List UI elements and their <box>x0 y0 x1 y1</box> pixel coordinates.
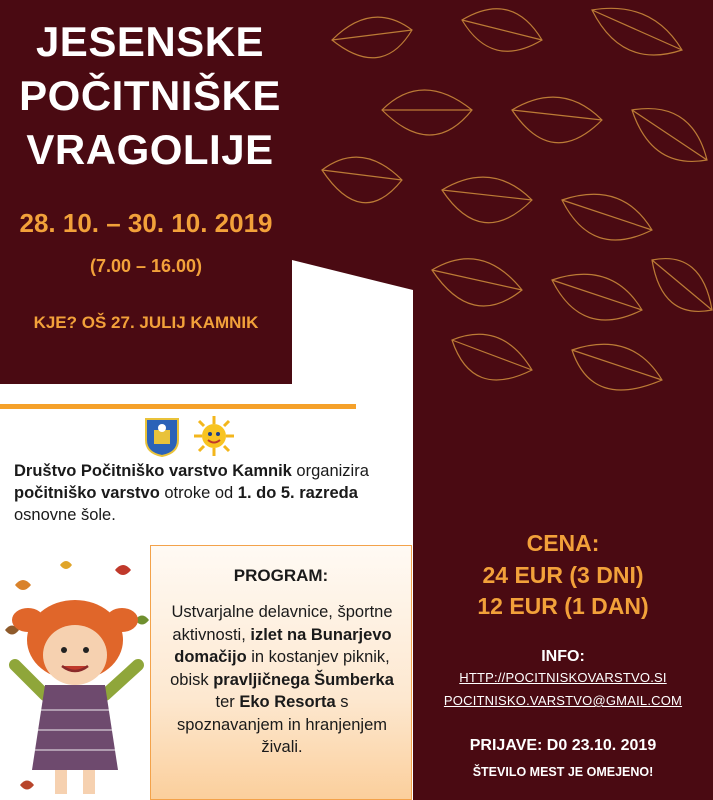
event-dates: 28. 10. – 30. 10. 2019 <box>19 208 273 238</box>
title-line-3: VRAGOLIJE <box>26 126 274 173</box>
website-link[interactable]: HTTP://POCITNISKOVARSTVO.SI <box>459 670 667 685</box>
limited-places-note: ŠTEVILO MEST JE OMEJENO! <box>472 765 654 779</box>
price-one-day: 12 EUR (1 DAN) <box>477 593 649 619</box>
autumn-leaves-decoration <box>292 0 713 420</box>
intro-paragraph: Društvo Počitniško varstvo Kamnik organizira počitniško varstvo otroke od 1. do 5. razreda osnovne šole. <box>14 462 369 524</box>
program-title: PROGRAM: <box>233 566 329 585</box>
event-location: KJE? OŠ 27. JULIJ KAMNIK <box>33 313 259 332</box>
organization-name: Društvo Počitniško varstvo Kamnik <box>14 462 292 480</box>
kamnik-coat-of-arms-logo <box>143 416 181 458</box>
girl-with-leaves-illustration <box>0 560 155 800</box>
program-description: Ustvarjalne delavnice, športne aktivnosti, izlet na Bunarjevo domačijo in kostanjev piknik, obisk pravljičnega Šumberka ter Eko Resorta s spoznavanjem in hranjenjem živali. <box>170 603 394 756</box>
program-box <box>150 545 412 800</box>
price-label: CENA: <box>526 530 600 556</box>
title-line-2: POČITNIŠKE <box>19 72 281 119</box>
title-line-1: JESENSKE <box>35 18 265 65</box>
email-link[interactable]: POCITNISKO.VARSTVO@GMAIL.COM <box>443 693 683 708</box>
event-hours: (7.00 – 16.00) <box>89 256 203 276</box>
info-label: INFO: <box>541 648 585 665</box>
price-three-days: 24 EUR (3 DNI) <box>482 562 644 588</box>
sun-mascot-logo <box>192 414 236 458</box>
signup-deadline: PRIJAVE: D0 23.10. 2019 <box>469 737 657 754</box>
orange-divider <box>0 404 356 409</box>
